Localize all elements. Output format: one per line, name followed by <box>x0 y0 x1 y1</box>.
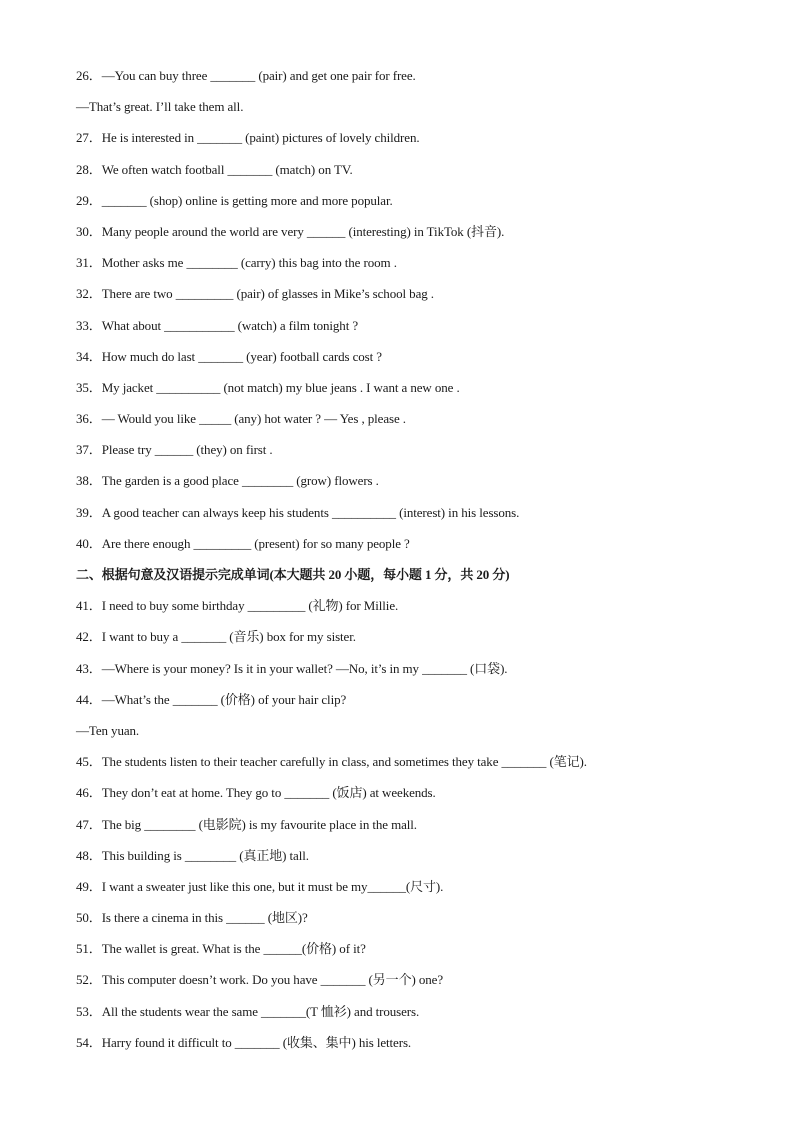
question-30: 30．Many people around the world are very ______ (interesting) in TikTok (抖音). <box>76 223 505 239</box>
question-45: 45．The students listen to their teacher carefully in class, and sometimes they take _______ (笔记). <box>76 754 587 770</box>
question-52: 52．This computer doesn’t work. Do you have _______ (另一个) one? <box>76 972 443 988</box>
question-48: 48．This building is ________ (真正地) tall. <box>76 847 309 863</box>
question-31: 31．Mother asks me ________ (carry) this bag into the room . <box>76 255 397 271</box>
question-43: 43．—Where is your money? Is it in your wallet? —No, it’s in my _______ (口袋). <box>76 660 508 676</box>
question-39: 39．A good teacher can always keep his students __________ (interest) in his lessons. <box>76 504 520 520</box>
question-44: 44．—What’s the _______ (价格) of your hair clip? <box>76 691 347 707</box>
question-37: 37．Please try ______ (they) on first . <box>76 442 273 458</box>
question-47: 47．The big ________ (电影院) is my favourite place in the mall. <box>76 816 417 832</box>
question-35: 35．My jacket __________ (not match) my blue jeans . I want a new one . <box>76 379 460 395</box>
question-26-reply: —That’s great. I’ll take them all. <box>76 99 244 115</box>
question-51: 51．The wallet is great. What is the ______(价格) of it? <box>76 941 366 957</box>
question-40: 40．Are there enough _________ (present) for so many people ? <box>76 535 410 551</box>
question-34: 34．How much do last _______ (year) football cards cost ? <box>76 348 382 364</box>
question-28: 28．We often watch football _______ (match) on TV. <box>76 161 353 177</box>
question-36: 36．— Would you like _____ (any) hot water ? — Yes , please . <box>76 411 406 427</box>
question-53: 53．All the students wear the same _______(T 恤衫) and trousers. <box>76 1003 420 1019</box>
worksheet-page <box>76 64 766 1062</box>
question-42: 42．I want to buy a _______ (音乐) box for my sister. <box>76 629 356 645</box>
question-27: 27．He is interested in _______ (paint) pictures of lovely children. <box>76 130 420 146</box>
question-49: 49．I want a sweater just like this one, but it must be my______(尺寸). <box>76 878 444 894</box>
question-33: 33．What about ___________ (watch) a film tonight ? <box>76 317 359 333</box>
question-44-reply: —Ten yuan. <box>76 722 140 738</box>
question-32: 32．There are two _________ (pair) of glasses in Mike’s school bag . <box>76 286 434 302</box>
question-41: 41．I need to buy some birthday _________ (礼物) for Millie. <box>76 598 399 614</box>
question-50: 50．Is there a cinema in this ______ (地区)? <box>76 910 308 926</box>
question-26: 26．—You can buy three _______ (pair) and get one pair for free. <box>76 68 416 83</box>
question-54: 54．Harry found it difficult to _______ (收集、集中) his letters. <box>76 1034 412 1050</box>
section-heading: 二、根据句意及汉语提示完成单词(本大题共 20 小题，每小题 1 分，共 20 分) <box>76 567 510 582</box>
question-38: 38．The garden is a good place ________ (grow) flowers . <box>76 473 379 489</box>
question-29: 29．_______ (shop) online is getting more and more popular. <box>76 192 393 208</box>
question-46: 46．They don’t eat at home. They go to _______ (饭店) at weekends. <box>76 785 436 801</box>
